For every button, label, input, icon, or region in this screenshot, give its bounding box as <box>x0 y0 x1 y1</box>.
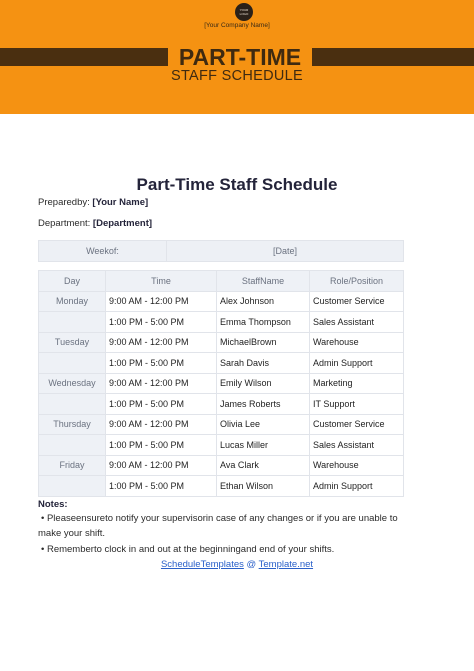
footer <box>0 559 474 570</box>
document-title: Part-Time Staff Schedule <box>136 175 338 194</box>
role-cell: Marketing <box>310 373 404 394</box>
role-cell: Customer Service <box>310 291 404 312</box>
time-cell: 1:00 PM - 5:00 PM <box>106 476 217 497</box>
staff-name-cell: Lucas Miller <box>217 435 310 456</box>
role-cell: Admin Support <box>310 353 404 374</box>
table-row <box>39 435 404 456</box>
table-row <box>39 332 404 353</box>
time-cell: 1:00 PM - 5:00 PM <box>106 394 217 415</box>
staff-name-cell: Ava Clark <box>217 455 310 476</box>
note-text: Rememberto clock in and out at the beginningand end of your shifts. <box>46 544 335 555</box>
time-cell: 9:00 AM - 12:00 PM <box>106 291 217 312</box>
role-cell: Sales Assistant <box>310 312 404 333</box>
week-label: Weekof: <box>39 241 167 262</box>
time-cell: 1:00 PM - 5:00 PM <box>106 312 217 333</box>
week-of-table <box>38 240 404 262</box>
header-staff-name: StaffName <box>217 271 310 292</box>
day-cell <box>39 476 106 497</box>
table-row <box>39 373 404 394</box>
header-role: Role/Position <box>310 271 404 292</box>
role-cell: Customer Service <box>310 414 404 435</box>
footer-separator: @ <box>243 559 259 570</box>
table-row <box>39 455 404 476</box>
notes-title: Notes: <box>38 499 68 510</box>
staff-name-cell: MichaelBrown <box>217 332 310 353</box>
table-row <box>39 414 404 435</box>
staff-name-cell: James Roberts <box>217 394 310 415</box>
day-cell <box>39 435 106 456</box>
role-cell: IT Support <box>310 394 404 415</box>
staff-name-cell: Emma Thompson <box>217 312 310 333</box>
prepared-value: [Your Name] <box>92 197 149 208</box>
table-row <box>39 394 404 415</box>
note-text: Pleaseensureto notify your supervisorin case of any changes or if you are unable to make your shift. <box>38 513 398 539</box>
banner-title: PART-TIME <box>168 44 312 70</box>
day-cell: Friday <box>39 455 106 476</box>
department-value: [Department] <box>92 218 153 229</box>
company-name: [Your Company Name] <box>204 22 270 29</box>
header-time: Time <box>106 271 217 292</box>
table-row <box>39 291 404 312</box>
prepared-by <box>38 197 148 208</box>
staff-name-cell: Alex Johnson <box>217 291 310 312</box>
table-row <box>39 353 404 374</box>
template-net-link[interactable]: Template.net <box>258 559 314 570</box>
staff-name-cell: Emily Wilson <box>217 373 310 394</box>
role-cell: Admin Support <box>310 476 404 497</box>
day-cell: Tuesday <box>39 332 106 353</box>
department <box>38 218 152 229</box>
table-row <box>39 312 404 333</box>
day-cell: Wednesday <box>39 373 106 394</box>
time-cell: 1:00 PM - 5:00 PM <box>106 353 217 374</box>
time-cell: 9:00 AM - 12:00 PM <box>106 414 217 435</box>
schedule-table <box>38 270 404 497</box>
staff-name-cell: Ethan Wilson <box>217 476 310 497</box>
staff-name-cell: Olivia Lee <box>217 414 310 435</box>
note-item: • Rememberto clock in and out at the beginningand end of your shifts. <box>41 544 335 555</box>
time-cell: 9:00 AM - 12:00 PM <box>106 332 217 353</box>
table-row <box>39 476 404 497</box>
header-day: Day <box>39 271 106 292</box>
department-label: Department: <box>38 218 91 229</box>
company-logo <box>235 3 253 21</box>
day-cell: Monday <box>39 291 106 312</box>
day-cell: Thursday <box>39 414 106 435</box>
role-cell: Warehouse <box>310 455 404 476</box>
table-header-row <box>39 271 404 292</box>
time-cell: 9:00 AM - 12:00 PM <box>106 373 217 394</box>
day-cell <box>39 394 106 415</box>
schedule-templates-link[interactable]: ScheduleTemplates <box>160 559 244 570</box>
time-cell: 1:00 PM - 5:00 PM <box>106 435 217 456</box>
prepared-label: Preparedby: <box>38 197 90 208</box>
logo-text: YOUR LOGO <box>239 8 249 16</box>
role-cell: Sales Assistant <box>310 435 404 456</box>
day-cell <box>39 353 106 374</box>
week-value: [Date] <box>167 241 404 262</box>
day-cell <box>39 312 106 333</box>
time-cell: 9:00 AM - 12:00 PM <box>106 455 217 476</box>
banner-subtitle: STAFF SCHEDULE <box>170 68 304 84</box>
role-cell: Warehouse <box>310 332 404 353</box>
staff-name-cell: Sarah Davis <box>217 353 310 374</box>
note-item: • Pleaseensureto notify your supervisorin case of any changes or if you are unable to make your shift. <box>38 513 398 539</box>
